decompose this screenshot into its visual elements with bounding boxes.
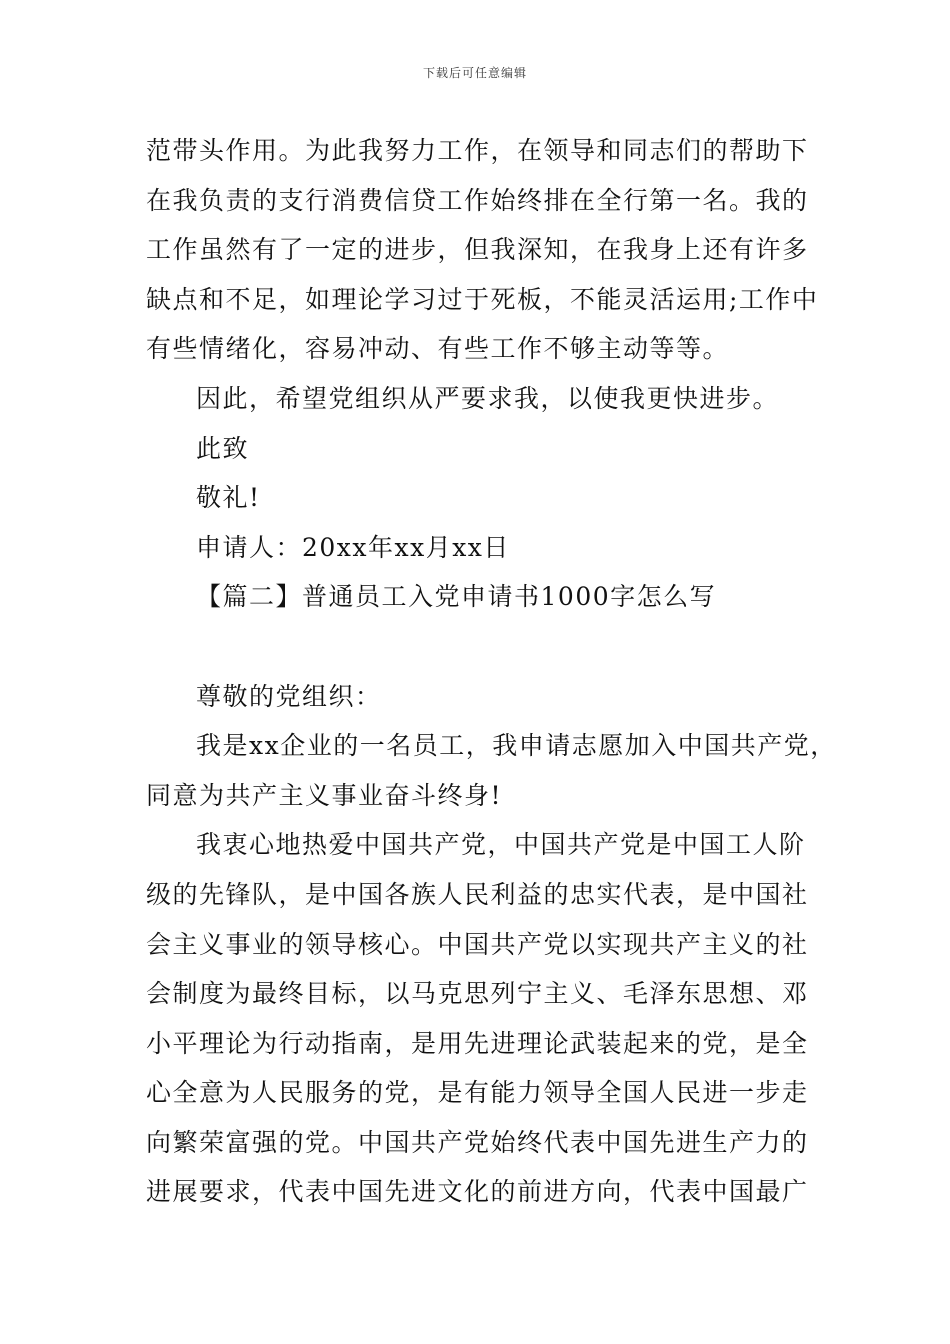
section-title: 【篇二】普通员工入党申请书1000字怎么写 (196, 582, 717, 612)
paragraph-line: 工作虽然有了一定的进步，但我深知，在我身上还有许多 (146, 235, 809, 265)
paragraph-line: 我是xx企业的一名员工，我申请志愿加入中国共产党， (196, 731, 837, 761)
paragraph-line: 会主义事业的领导核心。中国共产党以实现共产主义的社 (146, 929, 809, 959)
paragraph-line: 小平理论为行动指南，是用先进理论武装起来的党，是全 (146, 1028, 809, 1058)
paragraph-line: 同意为共产主义事业奋斗终身! (146, 780, 503, 810)
closing-salutation: 此致 (196, 433, 250, 463)
paragraph-line: 会制度为最终目标，以马克思列宁主义、毛泽东思想、邓 (146, 979, 809, 1009)
paragraph-line: 有些情绪化，容易冲动、有些工作不够主动等等。 (146, 334, 730, 364)
applicant-signature-date: 申请人：20xx年xx月xx日 (196, 532, 510, 562)
greeting: 尊敬的党组织： (196, 681, 382, 711)
paragraph-line: 向繁荣富强的党。中国共产党始终代表中国先进生产力的 (146, 1127, 809, 1157)
paragraph-line: 级的先锋队，是中国各族人民利益的忠实代表，是中国社 (146, 879, 809, 909)
closing-regards: 敬礼! (196, 483, 261, 513)
paragraph-line: 进展要求，代表中国先进文化的前进方向，代表中国最广 (146, 1177, 809, 1207)
page-header-note: 下载后可任意编辑 (422, 66, 527, 80)
paragraph-line: 心全意为人民服务的党，是有能力领导全国人民进一步走 (146, 1078, 809, 1108)
blank-line (146, 622, 826, 672)
paragraph-line: 我衷心地热爱中国共产党，中国共产党是中国工人阶 (196, 830, 806, 860)
paragraph-line: 因此，希望党组织从严要求我，以使我更快进步。 (196, 383, 780, 413)
paragraph-line: 在我负责的支行消费信贷工作始终排在全行第一名。我的 (146, 185, 809, 215)
paragraph-line: 缺点和不足，如理论学习过于死板，不能灵活运用;工作中 (146, 284, 819, 314)
paragraph-line: 范带头作用。为此我努力工作，在领导和同志们的帮助下 (146, 136, 809, 165)
document-body (146, 126, 837, 1217)
